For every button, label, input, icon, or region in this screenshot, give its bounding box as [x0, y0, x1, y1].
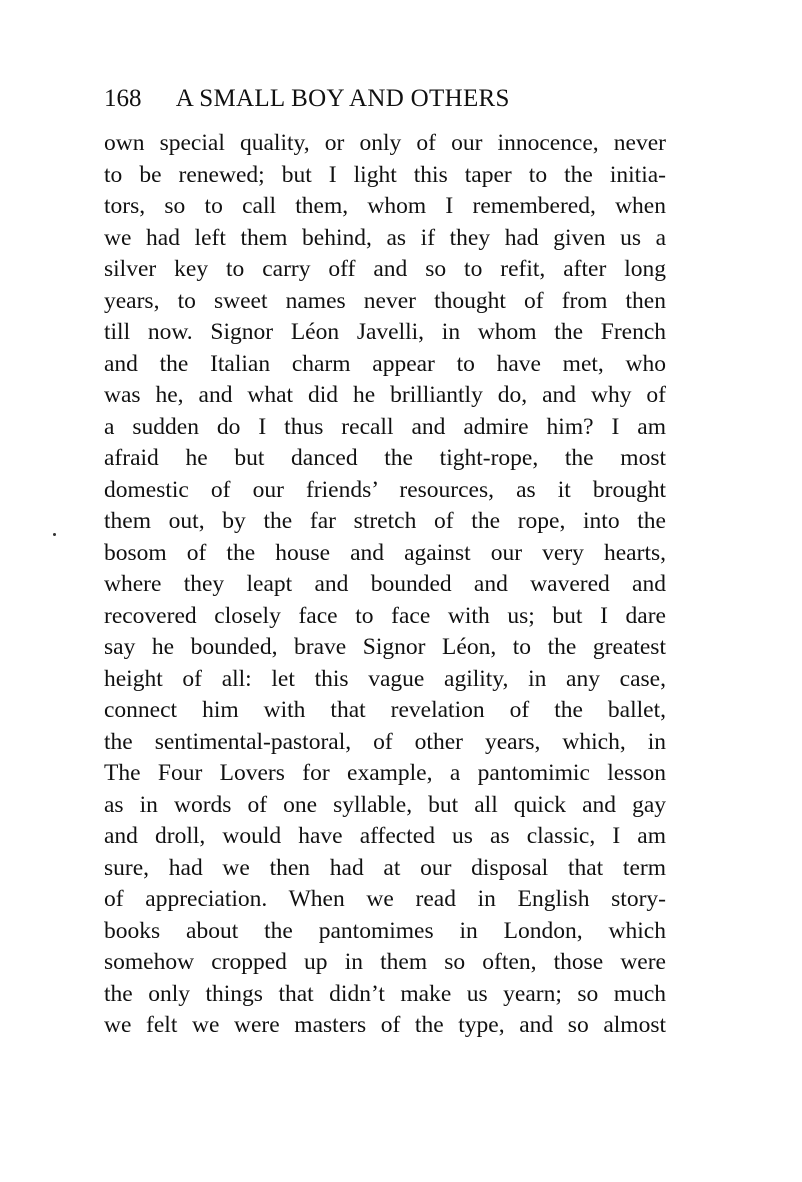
text-line: afraid he but danced the tight-rope, the most: [104, 445, 666, 471]
text-line: somehow cropped up in them so often, those were: [104, 949, 666, 975]
text-line: own special quality, or only of our innocence, never: [104, 130, 666, 156]
text-line: say he bounded, brave Signor Léon, to the greatest: [104, 634, 666, 660]
text-line: a sudden do I thus recall and admire him? I am: [104, 413, 666, 440]
text-line: bosom of the house and against our very hearts,: [104, 539, 666, 566]
text-line: recovered closely face to face with us; but I dare: [104, 602, 666, 629]
text-line: of appreciation. When we read in English story-: [104, 886, 666, 912]
text-line: to be renewed; but I light this taper to the initia-: [104, 161, 666, 188]
text-line: books about the pantomimes in London, which: [104, 917, 666, 944]
margin-speck: [53, 533, 56, 536]
text-line: silver key to carry off and so to refit, after long: [104, 256, 666, 282]
text-line: we had left them behind, as if they had given us a: [104, 224, 666, 251]
page-number: 168: [104, 85, 142, 112]
page-header: [104, 82, 704, 116]
text-line: tors, so to call them, whom I remembered, when: [104, 193, 666, 219]
text-line: and the Italian charm appear to have met, who: [104, 350, 666, 377]
running-title: A SMALL BOY AND OTHERS: [175, 85, 510, 112]
text-line: and droll, would have affected us as classic, I am: [104, 823, 666, 849]
text-line: where they leapt and bounded and wavered and: [104, 571, 666, 597]
text-line: as in words of one syllable, but all quick and gay: [104, 791, 666, 818]
text-line: years, to sweet names never thought of from then: [104, 287, 666, 314]
text-line: sure, had we then had at our disposal that term: [104, 854, 666, 881]
body-text: [104, 128, 666, 1042]
text-line: connect him with that revelation of the ballet,: [104, 697, 666, 723]
text-line: was he, and what did he brilliantly do, and why of: [104, 382, 666, 408]
text-line: The Four Lovers for example, a pantomimic lesson: [104, 760, 666, 786]
text-line: the only things that didn’t make us yearn; so much: [104, 980, 666, 1007]
text-line: them out, by the far stretch of the rope, into the: [104, 508, 666, 534]
text-line: we felt we were masters of the type, and so almost: [104, 1012, 666, 1038]
text-line: till now. Signor Léon Javelli, in whom the French: [104, 319, 666, 345]
text-line: height of all: let this vague agility, in any case,: [104, 665, 666, 692]
text-line: the sentimental-pastoral, of other years, which, in: [104, 728, 666, 755]
text-line: domestic of our friends’ resources, as it brought: [104, 476, 666, 503]
